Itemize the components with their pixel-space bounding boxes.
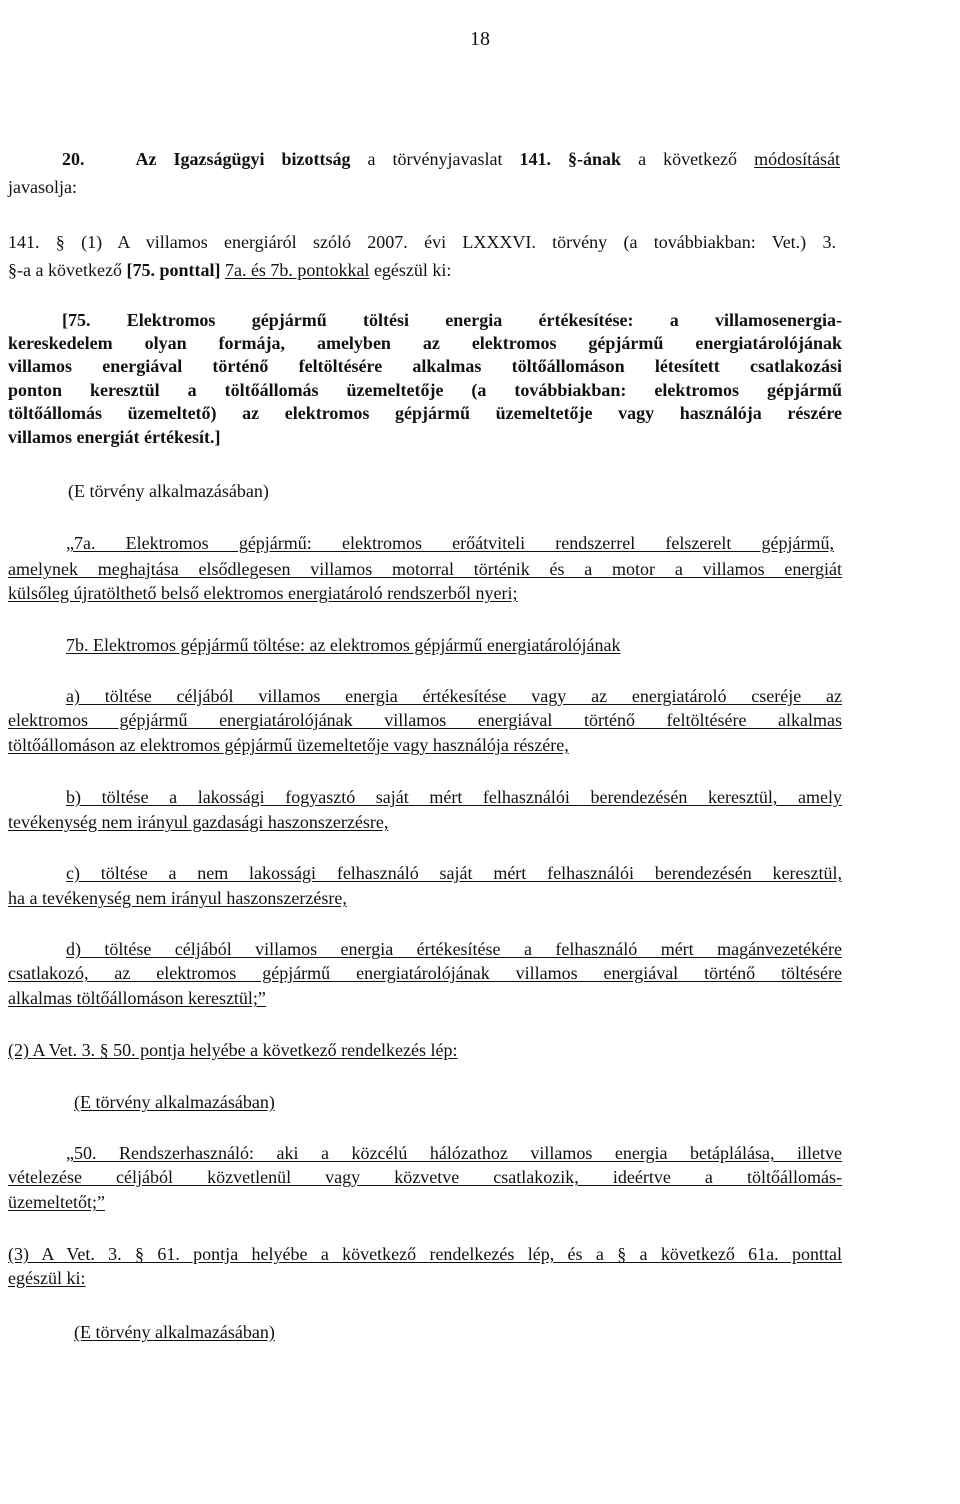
amendment-word: módosítását bbox=[754, 149, 841, 169]
pa-line-1: a) töltése céljából villamos energia értékesítése vagy az energiatároló cseréje az bbox=[66, 686, 842, 706]
page-number: 18 bbox=[470, 28, 490, 50]
pc-line-2: ha a tevékenység nem irányul haszonszerzésre, bbox=[8, 888, 347, 908]
pc-line-1: c) töltése a nem lakossági felhasználó saját mért felhasználói berendezésén keresztül, bbox=[66, 863, 842, 883]
p7a-line-3: külsőleg újratölthető belső elektromos energiatároló rendszerből nyeri; bbox=[8, 583, 518, 603]
p75-line-1: [75. Elektromos gépjármű töltési energia értékesítése: a villamosenergia- bbox=[62, 310, 842, 330]
pb-line-2: tevékenység nem irányul gazdasági haszonszerzésre, bbox=[8, 812, 389, 832]
p75-line-3: villamos energiával történő feltöltésére alkalmas töltőállomáson létesített csatlakozási bbox=[8, 356, 842, 376]
p75-line-4: ponton keresztül a töltőállomás üzemeltetője (a továbbiakban: elektromos gépjármű bbox=[8, 380, 842, 400]
p50-line-3: üzemeltetőt;” bbox=[8, 1192, 105, 1212]
p3-line-2: egészül ki: bbox=[8, 1268, 86, 1288]
p50-line-1: „50. Rendszerhasználó: aki a közcélú hálózathoz villamos energia betáplálása, illetve bbox=[66, 1143, 842, 1163]
pa-line-3: töltőállomáson az elektromos gépjármű üzemeltetője vagy használója részére, bbox=[8, 735, 569, 755]
p7a-line-1: „7a. Elektromos gépjármű: elektromos erőátviteli rendszerrel felszerelt gépjármű, bbox=[66, 533, 834, 553]
etv-heading-3: (E törvény alkalmazásában) bbox=[74, 1322, 275, 1342]
p141-text-a: §-a a következő bbox=[8, 260, 122, 280]
p7b-line: 7b. Elektromos gépjármű töltése: az elektromos gépjármű energiatárolójának bbox=[66, 635, 621, 655]
pd-line-1: d) töltése céljából villamos energia értékesítése a felhasználó mért magánvezetékére bbox=[66, 939, 842, 959]
pd-line-2: csatlakozó, az elektromos gépjármű energiatárolójának villamos energiával történő töltésére bbox=[8, 963, 842, 983]
item-intro-line-1 bbox=[62, 148, 840, 170]
pd-line-3: alkalmas töltőállomáson keresztül;” bbox=[8, 988, 266, 1008]
section-ref: 141. §-ának bbox=[519, 149, 622, 169]
p141-deleted-ref: [75. ponttal] bbox=[126, 260, 221, 280]
intro-text: a törvényjavaslat bbox=[367, 149, 503, 169]
p141-line-2 bbox=[8, 259, 451, 281]
committee-name: Az Igazságügyi bizottság bbox=[135, 149, 351, 169]
pa-line-2: elektromos gépjármű energiatárolójának villamos energiával történő feltöltésére alkalmas bbox=[8, 710, 842, 730]
p3-line-1: (3) A Vet. 3. § 61. pontja helyébe a következő rendelkezés lép, és a § a következő 61a. ponttal bbox=[8, 1244, 842, 1264]
item-intro-line-2: javasolja: bbox=[8, 177, 77, 197]
intro-text-2: a következő bbox=[638, 149, 738, 169]
pb-line-1: b) töltése a lakossági fogyasztó saját mért felhasználói berendezésén keresztül, amely bbox=[66, 787, 842, 807]
p141-added-ref: 7a. és 7b. pontokkal bbox=[224, 260, 370, 280]
p75-line-2: kereskedelem olyan formája, amelyben az elektromos gépjármű energiatárolójának bbox=[8, 333, 842, 353]
p141-line-1: 141. § (1) A villamos energiáról szóló 2007. évi LXXXVI. törvény (a továbbiakban: Vet.) 3. bbox=[8, 232, 836, 252]
etv-heading-2: (E törvény alkalmazásában) bbox=[74, 1092, 275, 1112]
p75-line-5: töltőállomás üzemeltető) az elektromos gépjármű üzemeltetője vagy használója részére bbox=[8, 403, 842, 423]
etv-heading-1: (E törvény alkalmazásában) bbox=[68, 481, 269, 501]
p141-text-d: egészül ki: bbox=[373, 260, 452, 280]
p75-line-6: villamos energiát értékesít.] bbox=[8, 427, 221, 447]
item-number: 20. bbox=[62, 149, 85, 169]
p7a-line-2: amelynek meghajtása elsődlegesen villamos motorral történik és a motor a villamos energiát bbox=[8, 559, 842, 579]
p50-line-2: vételezése céljából közvetlenül vagy közvetve csatlakozik, ideértve a töltőállomás- bbox=[8, 1167, 842, 1187]
p2-line: (2) A Vet. 3. § 50. pontja helyébe a következő rendelkezés lép: bbox=[8, 1040, 458, 1060]
